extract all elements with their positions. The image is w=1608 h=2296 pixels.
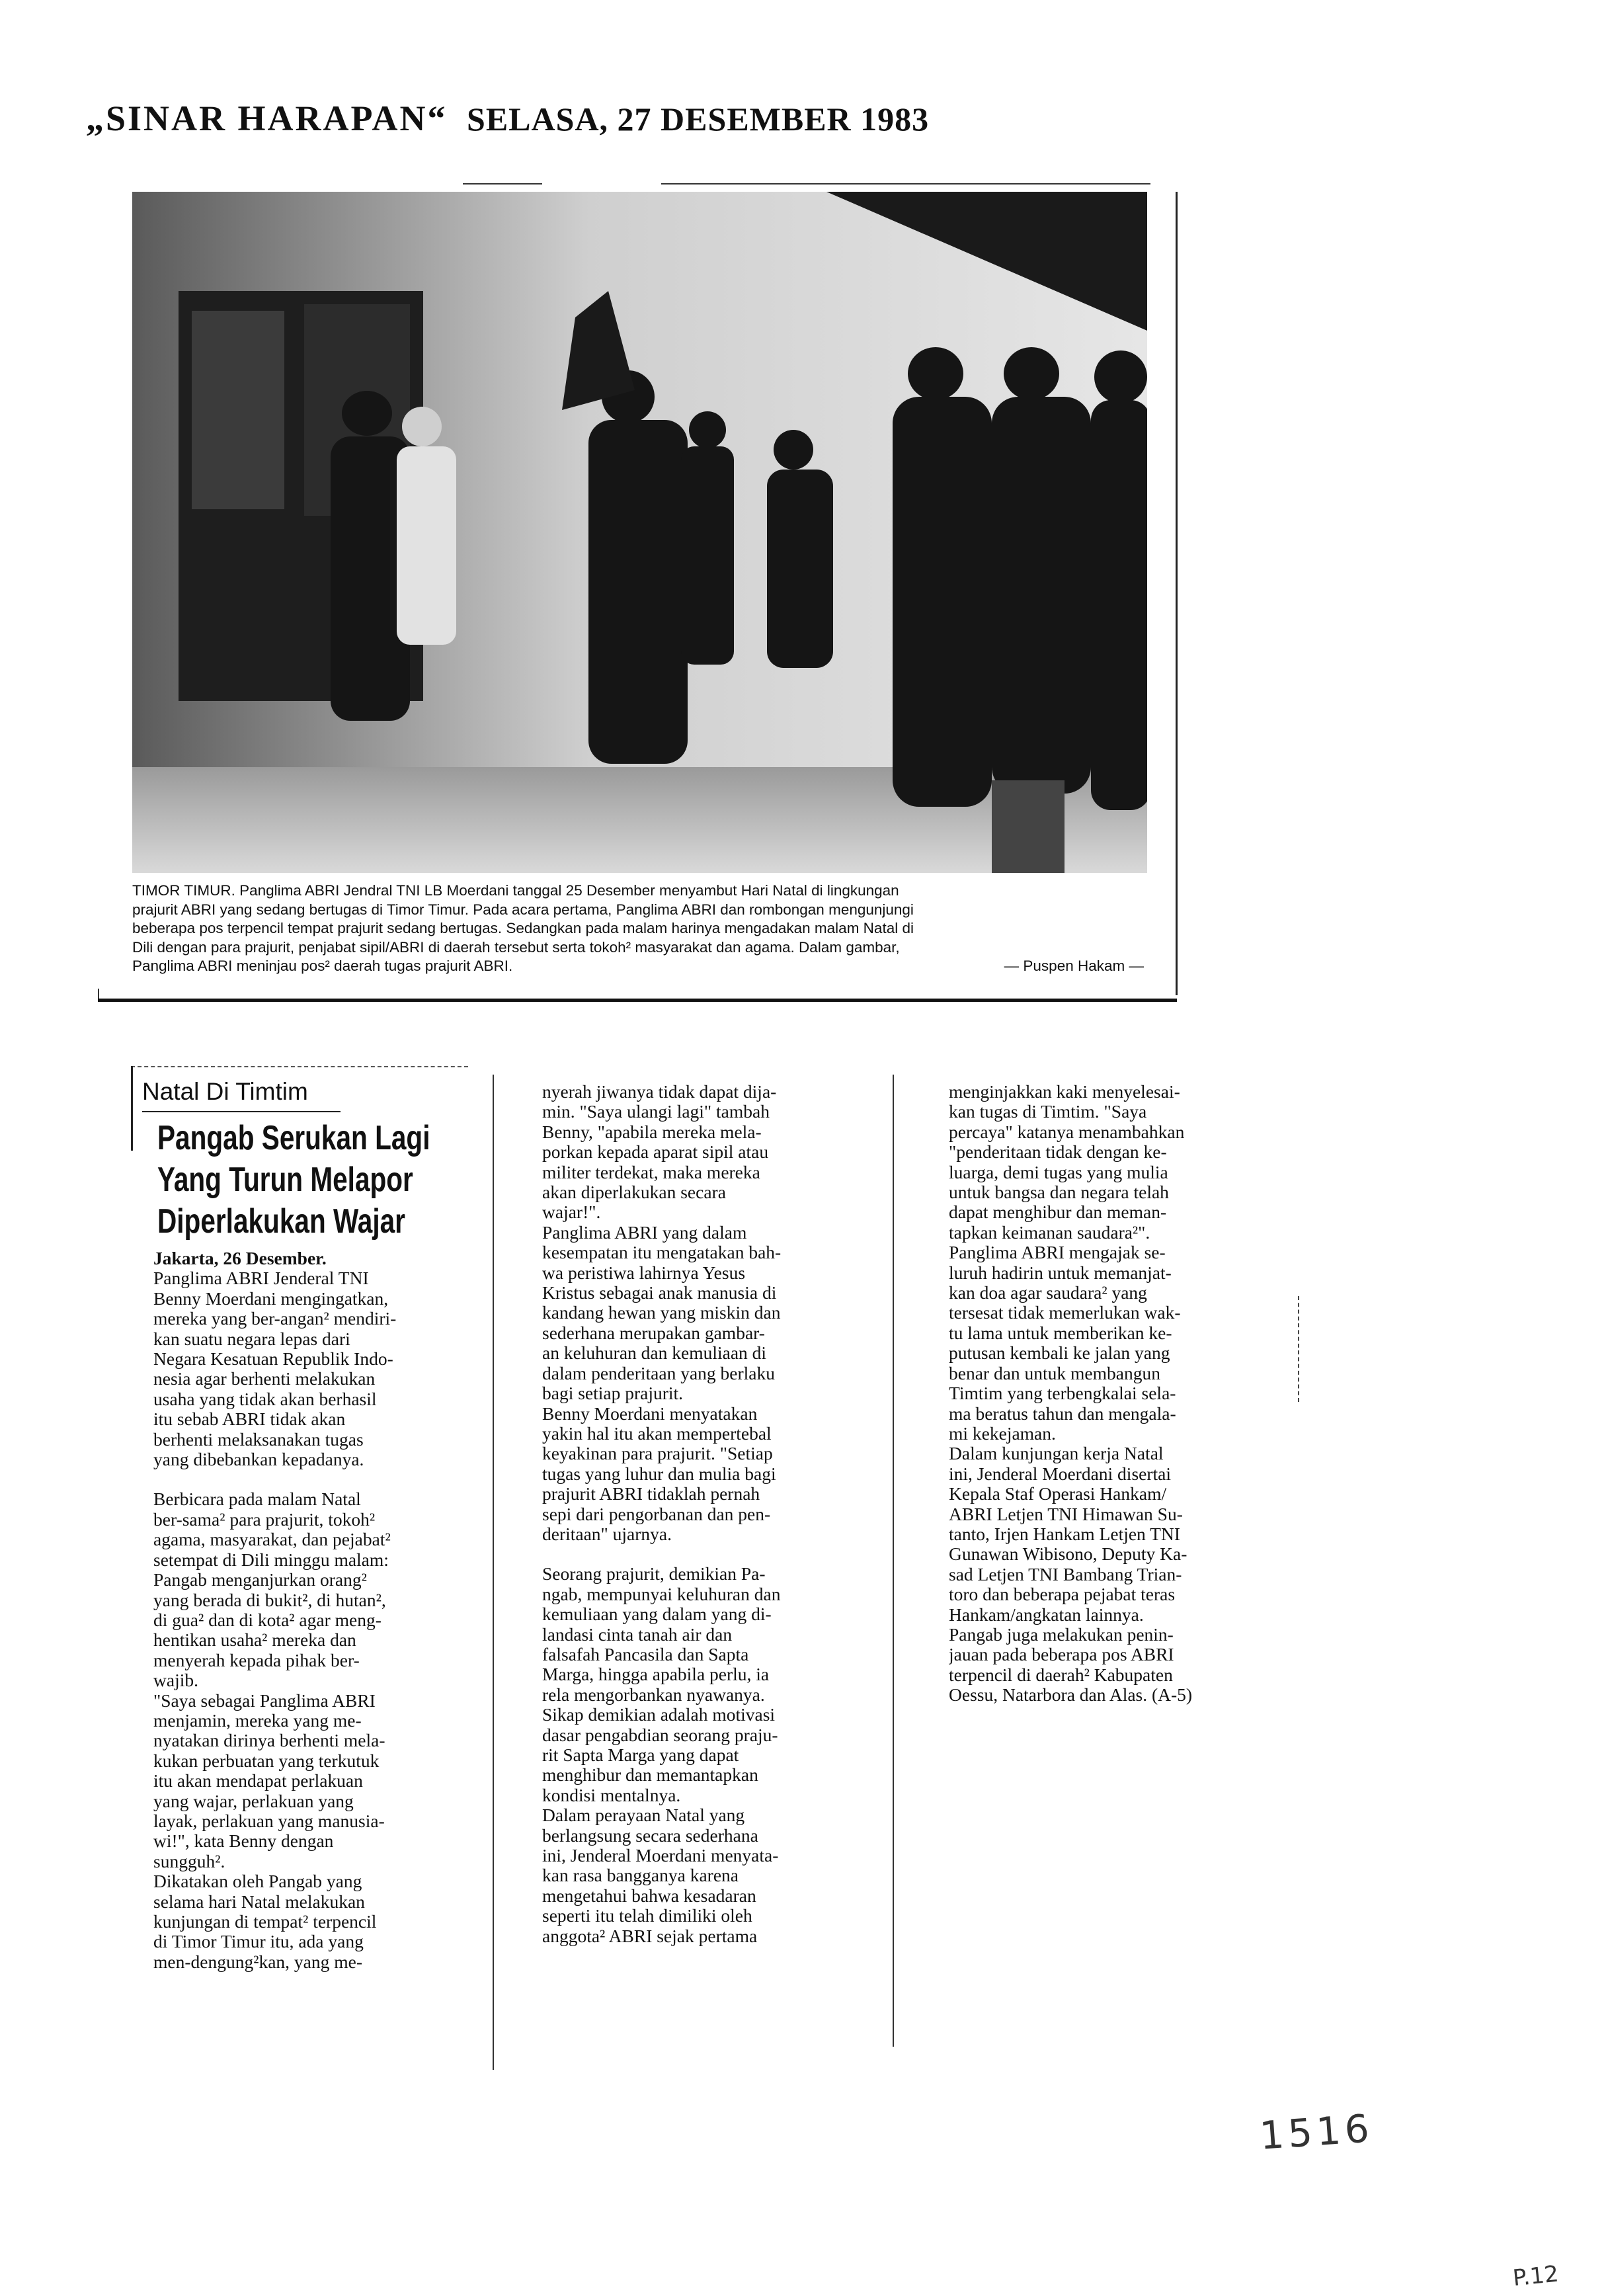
article-line: Benny Moerdani menyatakan [542,1403,758,1424]
news-photo [132,192,1147,873]
article-line: berhenti melaksanakan tugas [153,1429,364,1450]
article-line: kandang hewan yang miskin dan [542,1303,781,1323]
article-line: Dalam kunjungan kerja Natal [949,1444,1164,1464]
article-line: luarga, demi tugas yang mulia [949,1162,1168,1182]
article-line: yang wajar, perlakuan yang [153,1791,354,1811]
article-line: Pangab juga melakukan penin- [949,1624,1174,1645]
kicker-bracket-top [131,1066,468,1068]
photo-illustration [132,192,1147,873]
article-line: tapkan keimanan saudara²". [949,1222,1150,1243]
issue-date: SELASA, 27 DESEMBER 1983 [467,101,930,138]
article-line: usaha yang tidak akan berhasil [153,1389,377,1409]
article-line: selama hari Natal melakukan [153,1891,365,1912]
article-line: akan diperlakukan secara [542,1182,726,1203]
article-line: deritaan" ujarnya. [542,1524,672,1544]
article-line: sepi dari pengorbanan dan pen- [542,1504,771,1524]
article-line: kunjungan di tempat² terpencil [153,1912,377,1932]
article-line: "Saya sebagai Panglima ABRI [153,1690,376,1711]
article-line: menginjakkan kaki menyelesai- [949,1082,1180,1102]
article-line: wa peristiwa lahirnya Yesus [542,1262,746,1283]
newspaper-masthead [86,98,1012,151]
article-line: toro dan beberapa pejabat teras [949,1584,1176,1605]
photo-right-rule [1176,192,1178,995]
article-column-3 [949,1082,1293,1705]
article-line: Panglima ABRI yang dalam [542,1222,747,1243]
article-line: Dalam perayaan Natal yang [542,1805,745,1826]
article-line: itu sebab ABRI tidak akan [153,1409,346,1430]
article-line: bagi setiap prajurit. [542,1383,684,1404]
article-line: ngab, mempunyai keluhuran dan [542,1584,781,1604]
article-line: dalam penderitaan yang berlaku [542,1363,775,1383]
article-line: mengetahui bahwa kesadaran [542,1885,756,1906]
handwritten-number: 1516 [1258,2106,1375,2158]
article-line: berlangsung secara sederhana [542,1825,758,1846]
article-line: luruh hadirin untuk memanjat- [949,1262,1172,1283]
article-line: tanto, Irjen Hankam Letjen TNI [949,1524,1180,1544]
article-line: Kepala Staf Operasi Hankam/ [949,1484,1167,1504]
article-line [153,1469,497,1489]
article-line: Marga, hingga apabila perlu, ia [542,1664,770,1685]
column-3-body [949,1082,1293,1705]
article-line [542,1544,886,1564]
top-rule-long [661,183,1150,184]
article-line: anggota² ABRI sejak pertama [542,1926,758,1946]
article-line: sederhana merupakan gambar- [542,1323,765,1343]
kicker-bracket-left [131,1066,133,1151]
top-rule-short [463,183,542,184]
headline-line: Yang Turun Melapor [157,1161,413,1199]
handwritten-page-mark: P.12 [1511,2260,1560,2292]
article-line: prajurit ABRI tidaklah pernah [542,1484,760,1504]
article-line: landasi cinta tanah air dan [542,1624,733,1645]
article-line: di gua² dan di kota² agar meng- [153,1610,382,1630]
article-line: dapat menghibur dan meman- [949,1202,1167,1223]
article-line: ini, Jenderal Moerdani menyata- [542,1846,779,1866]
kicker-underline [142,1111,341,1112]
article-line: tugas yang luhur dan mulia bagi [542,1463,776,1484]
article-line: ber-sama² para prajurit, tokoh² [153,1509,376,1530]
article-line: Berbicara pada malam Natal [153,1489,361,1510]
article-line: rela mengorbankan nyawanya. [542,1684,765,1705]
article-line: jauan pada beberapa pos ABRI [949,1645,1174,1665]
article-line: nyatakan dirinya berhenti mela- [153,1731,385,1751]
article-line: sungguh². [153,1851,225,1871]
article-line: kondisi mentalnya. [542,1785,681,1805]
column-2-body [542,1082,886,1946]
article-line: wi!", kata Benny dengan [153,1831,334,1852]
article-line: rit Sapta Marga yang dapat [542,1745,739,1765]
caption-line: TIMOR TIMUR. Panglima ABRI Jendral TNI LB Moerdani tanggal 25 Desember menyambut Hari Natal di lingkungan [132,882,899,899]
article-line: menyerah kepada pihak ber- [153,1650,360,1670]
section-divider [98,999,1177,1002]
article-line: kemuliaan yang dalam yang di- [542,1604,772,1625]
article-column-1 [153,1249,497,1972]
article-line: Dikatakan oleh Pangab yang [153,1871,362,1892]
article-line: min. "Saya ulangi lagi" tambah [542,1102,770,1122]
article-column-2 [542,1082,886,1946]
article-line: itu akan mendapat perlakuan [153,1771,363,1791]
article-line: falsafah Pancasila dan Sapta [542,1644,749,1664]
article-line: ABRI Letjen TNI Himawan Su- [949,1504,1183,1524]
article-line: kukan perbuatan yang terkutuk [153,1750,380,1771]
article-line: di Timor Timur itu, ada yang [153,1932,364,1952]
article-line: sad Letjen TNI Bambang Trian- [949,1564,1182,1584]
newspaper-name: „SINAR HARAPAN“ [86,99,448,138]
article-kicker: Natal Di Timtim [142,1078,308,1105]
caption-line [132,957,1144,976]
article-line: menghibur dan memantapkan [542,1765,758,1785]
article-line: mi kekejaman. [949,1423,1056,1444]
article-line: dasar pengabdian seorang praju- [542,1725,778,1745]
caption-line: beberapa pos terpencil tempat prajurit sedang bertugas. Sedangkan pada malam harinya mengadakan malam Natal di [132,920,914,936]
column-1-body [153,1268,497,1972]
article-line: terpencil di daerah² Kabupaten [949,1664,1173,1685]
article-line: untuk bangsa dan negara telah [949,1182,1169,1203]
article-line: menjamin, mereka yang me- [153,1710,362,1731]
column-divider-3 [1298,1296,1301,1402]
article-line: Gunawan Wibisono, Deputy Ka- [949,1544,1187,1565]
article-line: kan tugas di Timtim. "Saya [949,1102,1147,1122]
article-line: nesia agar berhenti melakukan [153,1369,376,1389]
article-line: Panglima ABRI Jenderal TNI [153,1268,369,1289]
article-line: setempat di Dili minggu malam: [153,1549,389,1570]
article-line: ma beratus tahun dan mengala- [949,1403,1176,1424]
article-line: "penderitaan tidak dengan ke- [949,1142,1167,1163]
article-line: yakin hal itu akan mempertebal [542,1423,772,1444]
article-line: tu lama untuk memberikan ke- [949,1323,1172,1343]
article-line: kesempatan itu mengatakan bah- [542,1243,782,1263]
article-line: Kristus sebagai anak manusia di [542,1283,777,1303]
article-line: keyakinan para prajurit. "Setiap [542,1444,773,1464]
article-line: kan rasa bangganya karena [542,1866,739,1886]
article-line: seperti itu telah dimiliki oleh [542,1906,752,1926]
article-line: putusan kembali ke jalan yang [949,1343,1170,1364]
article-line: mereka yang ber-angan² mendiri- [153,1309,397,1329]
article-line: militer terdekat, maka mereka [542,1162,760,1182]
article-line: layak, perlakuan yang manusia- [153,1811,385,1831]
photo-caption [132,882,1144,976]
article-line: kan suatu negara lepas dari [153,1329,350,1349]
article-line: wajar!". [542,1202,601,1223]
article-line: yang dibebankan kepadanya. [153,1450,364,1470]
article-line: tersesat tidak memerlukan wak- [949,1303,1181,1323]
article-line: Benny, "apabila mereka mela- [542,1122,762,1142]
article-line: wajib. [153,1670,198,1691]
article-line: porkan kepada aparat sipil atau [542,1142,769,1163]
article-line: men-dengung²kan, yang me- [153,1951,362,1972]
article-line: kan doa agar saudara² yang [949,1283,1147,1303]
article-line: Oessu, Natarbora dan Alas. (A-5) [949,1685,1193,1705]
headline-line: Diperlakukan Wajar [157,1202,405,1241]
article-line: Pangab menganjurkan orang² [153,1570,367,1590]
article-line: benar dan untuk membangun [949,1363,1160,1383]
article-line: Timtim yang terbengkalai sela- [949,1383,1176,1404]
column-divider-1 [493,1075,494,2070]
column-divider-2 [893,1075,894,2047]
article-line: Panglima ABRI mengajak se- [949,1243,1166,1263]
headline-line: Pangab Serukan Lagi [157,1119,430,1157]
article-line: ini, Jenderal Moerdani disertai [949,1463,1172,1484]
caption-line: prajurit ABRI yang sedang bertugas di Timor Timur. Pada acara pertama, Panglima ABRI dan rombongan mengunjungi [132,901,914,918]
article-line: nyerah jiwanya tidak dapat dija- [542,1082,777,1102]
article-headline [157,1118,430,1243]
article-line: percaya" katanya menambahkan [949,1122,1185,1142]
article-line: agama, masyarakat, dan pejabat² [153,1530,391,1550]
article-line: hentikan usaha² mereka dan [153,1630,356,1651]
article-line: yang berada di bukit², di hutan², [153,1590,386,1610]
caption-line: Dili dengan para prajurit, penjabat sipil/ABRI di daerah tersebut serta tokoh² masyarakat dan agama. Dalam gambar, [132,938,900,956]
article-line: Sikap demikian adalah motivasi [542,1705,776,1725]
photo-credit: — Puspen Hakam — [1004,958,1144,974]
caption-last-text: Panglima ABRI meninjau pos² daerah tugas prajurit ABRI. [132,958,513,974]
article-line: Hankam/angkatan lainnya. [949,1604,1144,1625]
article-line: Negara Kesatuan Republik Indo- [153,1349,393,1370]
article-line: Seorang prajurit, demikian Pa- [542,1564,766,1584]
article-line: an keluhuran dan kemuliaan di [542,1343,767,1364]
article-line: Benny Moerdani mengingatkan, [153,1288,389,1309]
article-dateline: Jakarta, 26 Desember. [153,1249,327,1268]
